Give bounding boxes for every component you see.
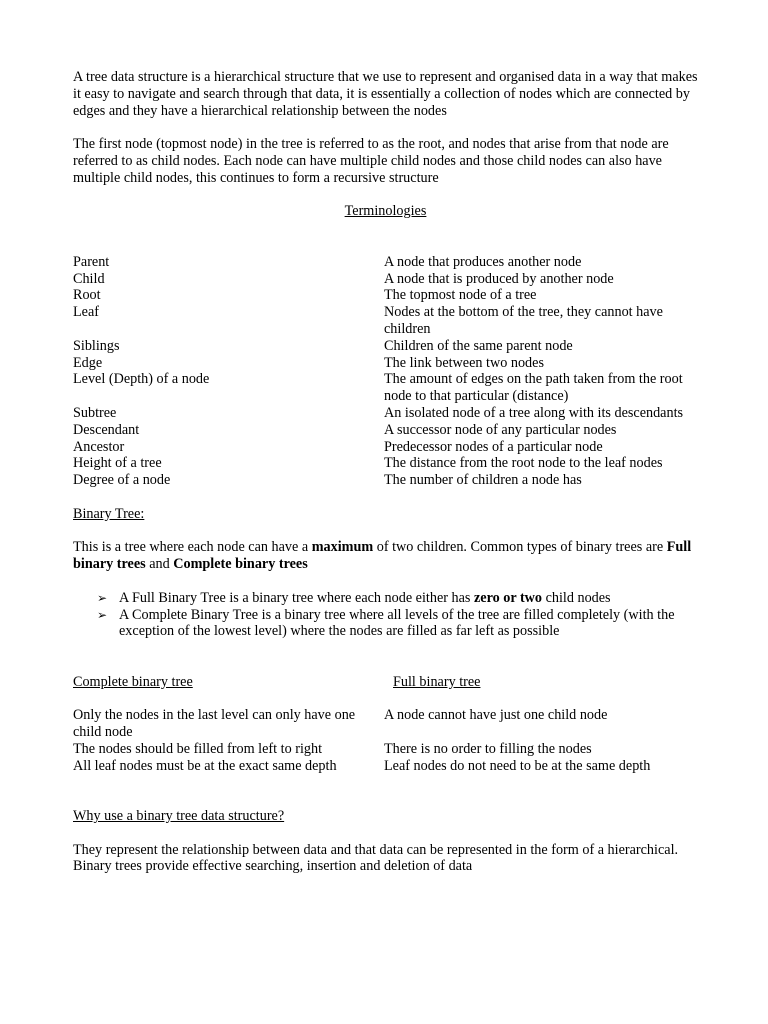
complete-tree-property: Only the nodes in the last level can only have one child node: [73, 707, 356, 741]
bullet-bold: zero or two: [473, 589, 543, 606]
document-page: [73, 69, 698, 875]
comparison-row: [73, 758, 698, 775]
comparison-right-heading-text: Full binary tree: [393, 673, 481, 690]
definition: Predecessor nodes of a particular node: [384, 438, 603, 455]
terminology-row: [73, 439, 698, 456]
term: Parent: [73, 253, 110, 270]
intro-paragraph-2: The first node (topmost node) in the tree is referred to as the root, and nodes that arise from that node are referred to as child nodes. Each node can have multiple child nodes and those child nodes can also have multiple child nodes, this continues to form a recursive structure: [73, 136, 669, 186]
binary-tree-heading-text: Binary Tree:: [73, 505, 145, 522]
term: Siblings: [73, 337, 120, 354]
terminology-row: [73, 422, 698, 439]
terminologies-heading-text: Terminologies: [344, 203, 427, 220]
binary-tree-bullet-list: [73, 590, 698, 640]
terminology-row: [73, 472, 698, 489]
arrow-bullet-icon: ➢: [97, 607, 108, 622]
definition: Children of the same parent node: [384, 337, 573, 354]
comparison-left-heading-text: Complete binary tree: [73, 673, 193, 690]
term: Level (Depth) of a node: [73, 371, 210, 388]
binary-tree-description: [73, 539, 698, 573]
comparison-headings: [73, 674, 698, 691]
terminology-row: [73, 338, 698, 355]
term: Descendant: [73, 421, 140, 438]
full-tree-property: Leaf nodes do not need to be at the same depth: [384, 757, 651, 774]
bullet-text: A Full Binary Tree is a binary tree where each node either has: [119, 589, 474, 606]
definition: The number of children a node has: [384, 472, 582, 489]
term: Root: [73, 287, 101, 304]
definition: A node that is produced by another node: [384, 270, 614, 287]
terminology-row: [73, 271, 698, 288]
term: Leaf: [73, 304, 99, 321]
complete-tree-property: All leaf nodes must be at the exact same depth: [73, 757, 337, 774]
term: Subtree: [73, 404, 117, 421]
definition: An isolated node of a tree along with its descendants: [384, 404, 684, 421]
terminology-row: [73, 405, 698, 422]
desc-text: This is a tree where each node can have a: [73, 539, 312, 556]
list-item: [97, 590, 698, 607]
full-tree-property: There is no order to filling the nodes: [384, 740, 592, 757]
complete-tree-property: The nodes should be filled from left to right: [73, 740, 323, 757]
term: Degree of a node: [73, 472, 171, 489]
desc-bold: Full binary trees: [73, 539, 692, 573]
term: Height of a tree: [73, 455, 162, 472]
comparison-table: [73, 707, 698, 774]
full-tree-property: A node cannot have just one child node: [384, 707, 608, 724]
arrow-bullet-icon: ➢: [97, 590, 108, 605]
comparison-left-heading: [73, 674, 384, 691]
definition: The link between two nodes: [384, 354, 544, 371]
list-item: [97, 607, 698, 641]
intro-paragraph-1: A tree data structure is a hierarchical structure that we use to represent and organised data in a way that makes it easy to navigate and search through that data, it is essentially a collection of nodes which are connected by edges and they have a hierarchical relationship between the nodes: [73, 69, 698, 119]
term: Child: [73, 270, 105, 287]
terminology-row: [73, 355, 698, 372]
binary-tree-heading: [73, 506, 698, 523]
comparison-row: [73, 741, 698, 758]
terminologies-heading: [73, 203, 698, 220]
terminology-row: [73, 287, 698, 304]
comparison-row: [73, 707, 698, 741]
terminology-row: [73, 304, 698, 338]
why-heading: [73, 808, 698, 825]
why-paragraph: They represent the relationship between data and that data can be represented in the form of a hierarchical. Binary trees provide effective searching, insertion and deletion of data: [73, 841, 679, 875]
definition: The amount of edges on the path taken from the root node to that particular (distance): [384, 371, 683, 405]
why-heading-text: Why use a binary tree data structure?: [73, 808, 285, 825]
desc-text: of two children. Common types of binary trees are: [373, 539, 667, 556]
terminology-row: [73, 455, 698, 472]
definition: A node that produces another node: [384, 253, 582, 270]
definition: A successor node of any particular nodes: [384, 421, 617, 438]
terminology-row: [73, 371, 698, 405]
terminology-table: [73, 254, 698, 489]
desc-text: and: [145, 556, 174, 573]
term: Ancestor: [73, 438, 125, 455]
definition: The distance from the root node to the leaf nodes: [384, 455, 663, 472]
definition: Nodes at the bottom of the tree, they cannot have children: [384, 304, 663, 337]
comparison-right-heading: [384, 674, 698, 691]
desc-bold: maximum: [311, 539, 374, 556]
bullet-text: child nodes: [542, 589, 611, 606]
desc-bold: Complete binary trees: [173, 556, 308, 573]
bullet-text: A Complete Binary Tree is a binary tree where all levels of the tree are filled completely (with the exception of the lowest level) where the nodes are filled as far left as possible: [119, 606, 675, 640]
terminology-row: [73, 254, 698, 271]
definition: The topmost node of a tree: [384, 287, 537, 304]
term: Edge: [73, 354, 103, 371]
